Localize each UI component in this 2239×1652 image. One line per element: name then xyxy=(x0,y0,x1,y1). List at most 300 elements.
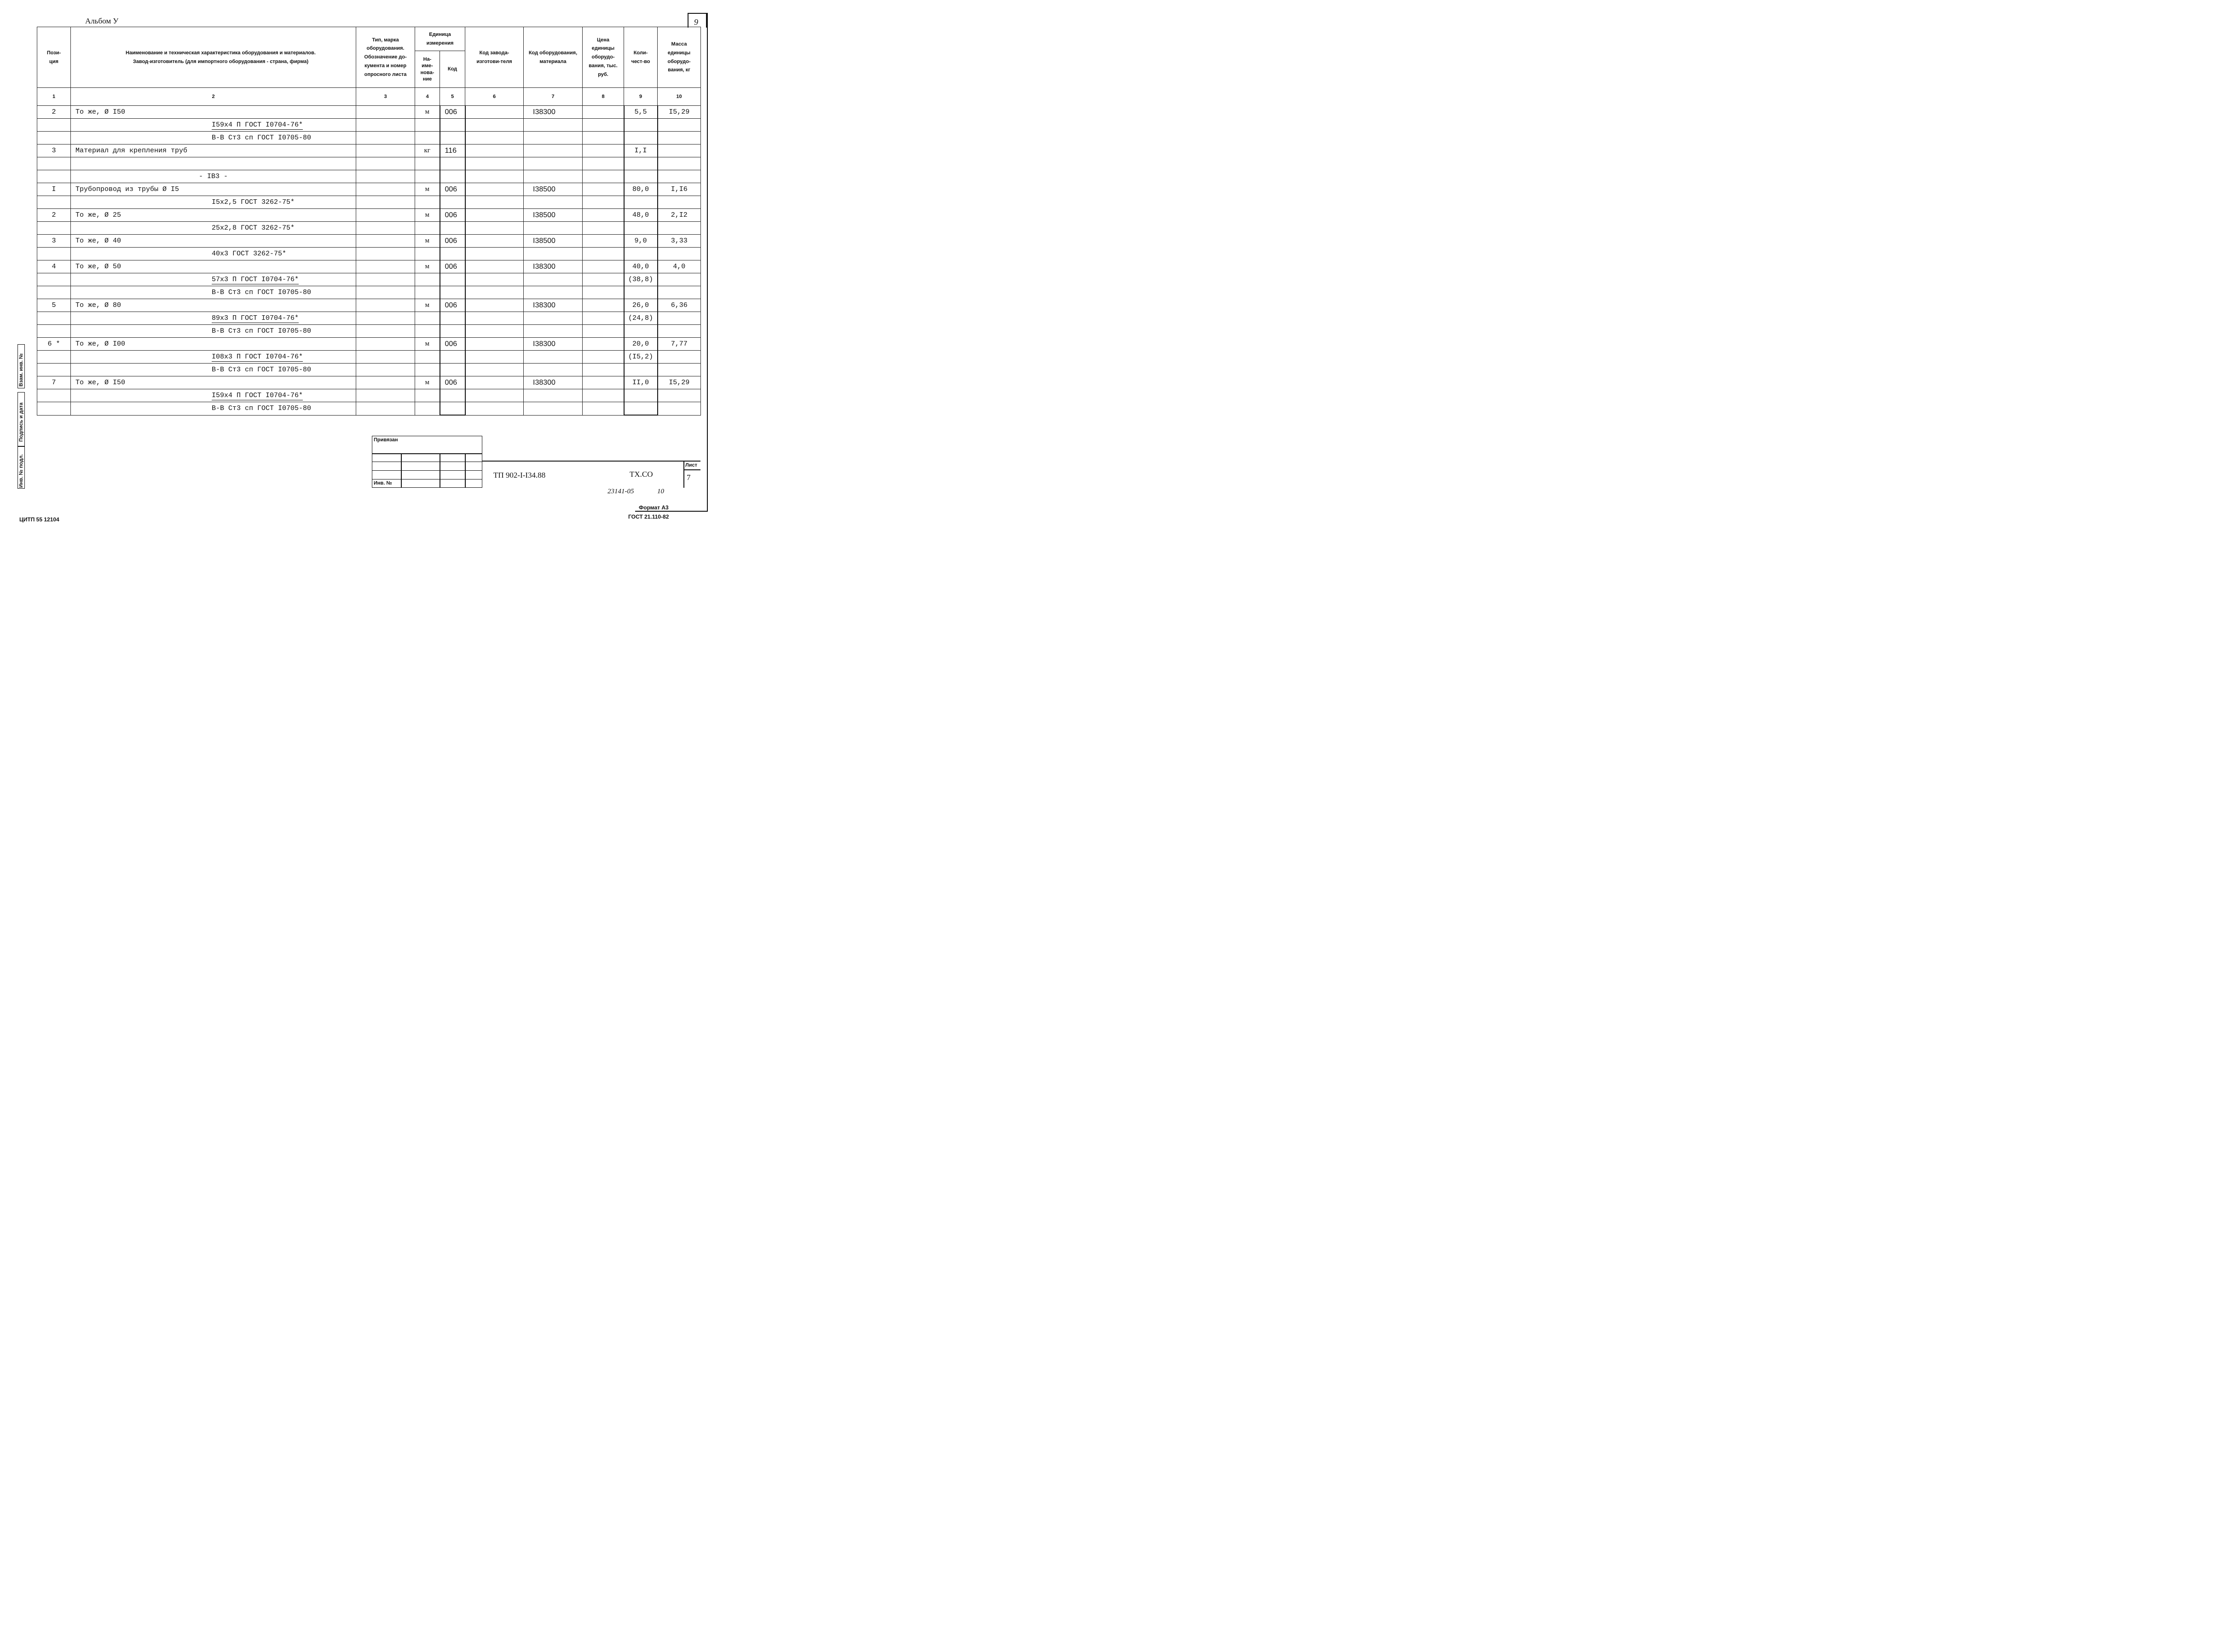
name-cell xyxy=(71,248,356,260)
table-row xyxy=(37,273,701,286)
unit-name-cell xyxy=(415,260,440,273)
price-cell xyxy=(583,209,624,222)
unit-name-text: кг xyxy=(424,147,430,154)
sheet-number: 7 xyxy=(687,473,691,482)
unit-name-cell xyxy=(415,157,440,170)
album-title: Альбом У xyxy=(85,17,119,25)
document-mark: ТХ.СО xyxy=(630,470,653,479)
type-cell xyxy=(356,170,415,183)
unit-code-cell xyxy=(440,222,465,235)
equip-code-cell xyxy=(524,196,583,209)
equip-code-cell xyxy=(524,273,583,286)
header-mass: Масса единицы оборудо-вания, кг xyxy=(658,27,701,88)
equip-code-cell xyxy=(524,325,583,338)
qty-cell xyxy=(624,119,658,132)
mass-cell xyxy=(658,144,701,157)
price-cell xyxy=(583,183,624,196)
tb-doc-top xyxy=(482,461,700,462)
equip-code-cell xyxy=(524,402,583,416)
position-cell xyxy=(37,183,71,196)
type-cell xyxy=(356,183,415,196)
position-cell xyxy=(37,286,71,299)
mass-text: 7,77 xyxy=(671,340,688,348)
price-cell xyxy=(583,351,624,364)
mass-cell xyxy=(658,389,701,402)
unit-code-text: 116 xyxy=(445,146,457,155)
equip-code-cell xyxy=(524,248,583,260)
document-page xyxy=(0,0,716,528)
plant-code-cell xyxy=(465,209,524,222)
qty-cell xyxy=(624,260,658,273)
mass-text: 6,36 xyxy=(671,301,688,309)
position-text: I xyxy=(52,185,56,193)
column-numbers-row xyxy=(37,88,701,106)
equip-code-text: I38300 xyxy=(533,108,555,116)
unit-code-text: 006 xyxy=(445,185,457,193)
name-text: То же, Ø 40 xyxy=(75,237,121,245)
header-unit: Единица измерения xyxy=(415,27,465,51)
table-row xyxy=(37,312,701,325)
price-cell xyxy=(583,312,624,325)
header-position: Пози- ция xyxy=(37,27,71,88)
unit-name-cell xyxy=(415,364,440,376)
plant-code-cell xyxy=(465,364,524,376)
qty-text: 48,0 xyxy=(632,211,649,219)
name-cell xyxy=(71,351,356,364)
name-cell xyxy=(71,196,356,209)
tb-hline xyxy=(372,470,482,471)
mass-cell xyxy=(658,196,701,209)
price-cell xyxy=(583,260,624,273)
position-cell xyxy=(37,196,71,209)
unit-code-cell xyxy=(440,260,465,273)
table-row xyxy=(37,260,701,273)
name-cell xyxy=(71,132,356,144)
position-cell xyxy=(37,389,71,402)
table-row xyxy=(37,157,701,170)
header-plant-code: Код завода-изготови-теля xyxy=(465,27,524,88)
type-cell xyxy=(356,286,415,299)
unit-name-text: м xyxy=(425,185,429,193)
price-cell xyxy=(583,222,624,235)
plant-code-cell xyxy=(465,248,524,260)
equip-code-cell xyxy=(524,119,583,132)
qty-cell xyxy=(624,157,658,170)
name-text: В-В Ст3 сп ГОСТ I0705-80 xyxy=(212,134,312,142)
qty-cell xyxy=(624,299,658,312)
name-cell xyxy=(71,389,356,402)
unit-code-text: 006 xyxy=(445,211,457,219)
mass-cell xyxy=(658,119,701,132)
position-cell xyxy=(37,364,71,376)
unit-code-cell xyxy=(440,209,465,222)
equip-code-cell xyxy=(524,364,583,376)
name-cell xyxy=(71,286,356,299)
name-text: То же, Ø I00 xyxy=(75,340,126,348)
plant-code-cell xyxy=(465,325,524,338)
price-cell xyxy=(583,338,624,351)
qty-text: II,0 xyxy=(632,379,649,387)
position-cell xyxy=(37,209,71,222)
side-label-inv-orig: Инв. № подл. xyxy=(18,454,24,488)
column-number: 8 xyxy=(583,88,624,106)
price-cell xyxy=(583,376,624,389)
unit-code-text: 006 xyxy=(445,262,457,271)
position-cell xyxy=(37,157,71,170)
table-row xyxy=(37,299,701,312)
type-cell xyxy=(356,351,415,364)
header-unit-name: На-име-нова-ние xyxy=(415,51,440,88)
header-price: Цена единицы оборудо-вания, тыс. руб. xyxy=(583,27,624,88)
name-text: - IВ3 - xyxy=(198,173,228,180)
unit-name-cell xyxy=(415,338,440,351)
qty-cell xyxy=(624,325,658,338)
table-row xyxy=(37,325,701,338)
equip-code-text: I38300 xyxy=(533,301,555,309)
table-row xyxy=(37,183,701,196)
price-cell xyxy=(583,273,624,286)
equip-code-cell xyxy=(524,389,583,402)
type-cell xyxy=(356,312,415,325)
unit-code-cell xyxy=(440,119,465,132)
qty-cell xyxy=(624,235,658,248)
price-cell xyxy=(583,157,624,170)
type-cell xyxy=(356,235,415,248)
mass-cell xyxy=(658,132,701,144)
side-label-inv-replace: Взам. инв. № xyxy=(18,353,24,387)
sheet-label: Лист xyxy=(685,462,697,468)
position-cell xyxy=(37,248,71,260)
unit-name-cell xyxy=(415,325,440,338)
mass-cell xyxy=(658,338,701,351)
unit-name-text: м xyxy=(425,301,429,309)
name-cell xyxy=(71,364,356,376)
unit-code-text: 006 xyxy=(445,340,457,348)
price-cell xyxy=(583,364,624,376)
type-cell xyxy=(356,389,415,402)
column-number: 7 xyxy=(524,88,583,106)
equip-code-cell xyxy=(524,144,583,157)
qty-text: 20,0 xyxy=(632,340,649,348)
position-cell xyxy=(37,312,71,325)
type-cell xyxy=(356,248,415,260)
unit-name-cell xyxy=(415,248,440,260)
name-text: То же, Ø I50 xyxy=(75,379,126,387)
position-cell xyxy=(37,325,71,338)
column-number: 2 xyxy=(71,88,356,106)
plant-code-cell xyxy=(465,183,524,196)
unit-code-cell xyxy=(440,389,465,402)
type-cell xyxy=(356,132,415,144)
format-label: Формат А3 xyxy=(639,504,669,511)
qty-cell xyxy=(624,286,658,299)
type-cell xyxy=(356,376,415,389)
unit-code-cell xyxy=(440,170,465,183)
qty-cell xyxy=(624,402,658,416)
table-row xyxy=(37,209,701,222)
mass-cell xyxy=(658,209,701,222)
column-number: 3 xyxy=(356,88,415,106)
price-cell xyxy=(583,235,624,248)
position-text: 7 xyxy=(52,379,56,387)
name-text: То же, Ø 25 xyxy=(75,211,121,219)
mass-cell xyxy=(658,260,701,273)
unit-name-cell xyxy=(415,132,440,144)
mass-text: 4,0 xyxy=(673,263,686,271)
name-cell xyxy=(71,299,356,312)
position-cell xyxy=(37,402,71,416)
position-cell xyxy=(37,376,71,389)
qty-cell xyxy=(624,132,658,144)
mass-cell xyxy=(658,273,701,286)
mass-cell xyxy=(658,235,701,248)
type-cell xyxy=(356,299,415,312)
name-cell xyxy=(71,170,356,183)
name-text: I59x4 П ГОСТ I0704-76* xyxy=(212,392,303,399)
name-text: 89x3 П ГОСТ I0704-76* xyxy=(212,314,299,322)
unit-name-cell xyxy=(415,106,440,119)
position-text: 5 xyxy=(52,301,56,309)
price-cell xyxy=(583,119,624,132)
mass-cell xyxy=(658,157,701,170)
unit-code-text: 006 xyxy=(445,301,457,309)
name-cell xyxy=(71,325,356,338)
mass-cell xyxy=(658,312,701,325)
price-cell xyxy=(583,144,624,157)
price-cell xyxy=(583,170,624,183)
name-cell xyxy=(71,260,356,273)
position-cell xyxy=(37,144,71,157)
name-cell xyxy=(71,402,356,416)
name-cell xyxy=(71,376,356,389)
tb-vline xyxy=(465,453,466,488)
equip-code-cell xyxy=(524,299,583,312)
equip-code-cell xyxy=(524,132,583,144)
table-row xyxy=(37,222,701,235)
name-cell xyxy=(71,235,356,248)
qty-text: 40,0 xyxy=(632,263,649,271)
mass-cell xyxy=(658,248,701,260)
name-text: I59x4 П ГОСТ I0704-76* xyxy=(212,121,303,129)
price-cell xyxy=(583,248,624,260)
price-cell xyxy=(583,196,624,209)
unit-code-text: 006 xyxy=(445,237,457,245)
unit-name-cell xyxy=(415,351,440,364)
tb-vline xyxy=(401,453,402,488)
table-row xyxy=(37,376,701,389)
mass-cell xyxy=(658,286,701,299)
position-cell xyxy=(37,106,71,119)
qty-cell xyxy=(624,170,658,183)
plant-code-cell xyxy=(465,132,524,144)
header-name-line2: Завод-изготовитель (для импортного оборудования - страна, фирма) xyxy=(133,58,309,64)
tb-hline xyxy=(372,453,482,454)
qty-cell xyxy=(624,222,658,235)
table-row xyxy=(37,248,701,260)
unit-name-cell xyxy=(415,286,440,299)
table-row xyxy=(37,351,701,364)
unit-code-text: 006 xyxy=(445,378,457,387)
unit-name-cell xyxy=(415,170,440,183)
equip-code-text: I38300 xyxy=(533,262,555,271)
name-text: В-В Ст3 сп ГОСТ I0705-80 xyxy=(212,289,312,296)
type-cell xyxy=(356,325,415,338)
unit-code-cell xyxy=(440,325,465,338)
price-cell xyxy=(583,325,624,338)
mass-text: 2,I2 xyxy=(671,211,688,219)
name-text: 57x3 П ГОСТ I0704-76* xyxy=(212,276,299,283)
mass-cell xyxy=(658,325,701,338)
name-text: Трубопровод из трубы Ø I5 xyxy=(75,185,179,193)
outer-frame-right xyxy=(707,13,708,511)
plant-code-cell xyxy=(465,144,524,157)
table-row xyxy=(37,389,701,402)
table-row xyxy=(37,106,701,119)
mass-cell xyxy=(658,364,701,376)
unit-name-text: м xyxy=(425,237,429,244)
position-cell xyxy=(37,222,71,235)
unit-code-cell xyxy=(440,402,465,416)
plant-code-cell xyxy=(465,376,524,389)
plant-code-cell xyxy=(465,273,524,286)
position-text: 3 xyxy=(52,147,56,155)
qty-cell xyxy=(624,144,658,157)
position-cell xyxy=(37,132,71,144)
type-cell xyxy=(356,222,415,235)
table-row xyxy=(37,170,701,183)
unit-code-cell xyxy=(440,286,465,299)
name-cell xyxy=(71,312,356,325)
qty-cell xyxy=(624,312,658,325)
equip-code-cell xyxy=(524,183,583,196)
equip-code-cell xyxy=(524,222,583,235)
qty-text: I,I xyxy=(634,147,647,155)
equip-code-cell xyxy=(524,235,583,248)
table-row xyxy=(37,119,701,132)
equip-code-cell xyxy=(524,157,583,170)
plant-code-cell xyxy=(465,299,524,312)
equip-code-cell xyxy=(524,338,583,351)
unit-code-cell xyxy=(440,351,465,364)
equip-code-text: I38500 xyxy=(533,211,555,219)
unit-name-cell xyxy=(415,222,440,235)
position-text: 6 * xyxy=(47,340,60,348)
unit-name-cell xyxy=(415,376,440,389)
equip-code-text: I38500 xyxy=(533,185,555,193)
mass-cell xyxy=(658,222,701,235)
header-equip-code: Код оборудования, материала xyxy=(524,27,583,88)
mass-text: I5,29 xyxy=(669,379,690,387)
unit-code-cell xyxy=(440,144,465,157)
name-text: То же, Ø 50 xyxy=(75,263,121,271)
mass-text: 3,33 xyxy=(671,237,688,245)
name-text: То же, Ø I50 xyxy=(75,108,126,116)
unit-name-cell xyxy=(415,402,440,416)
tb-sheet-vline xyxy=(683,461,684,488)
unit-code-cell xyxy=(440,376,465,389)
plant-code-cell xyxy=(465,106,524,119)
table-row xyxy=(37,286,701,299)
unit-name-cell xyxy=(415,235,440,248)
type-cell xyxy=(356,196,415,209)
position-cell xyxy=(37,273,71,286)
qty-text: 26,0 xyxy=(632,301,649,309)
qty-cell xyxy=(624,106,658,119)
plant-code-cell xyxy=(465,196,524,209)
unit-name-cell xyxy=(415,196,440,209)
type-cell xyxy=(356,402,415,416)
unit-name-cell xyxy=(415,209,440,222)
mass-text: I5,29 xyxy=(669,108,690,116)
type-cell xyxy=(356,144,415,157)
name-cell xyxy=(71,273,356,286)
position-cell xyxy=(37,299,71,312)
header-type: Тип, марка оборудования. Обозначение до-кумента и номер опросного листа xyxy=(356,27,415,88)
mass-cell xyxy=(658,402,701,416)
name-text: То же, Ø 80 xyxy=(75,301,121,309)
type-cell xyxy=(356,364,415,376)
position-cell xyxy=(37,170,71,183)
plant-code-cell xyxy=(465,286,524,299)
name-text: I5x2,5 ГОСТ 3262-75* xyxy=(212,198,295,206)
unit-code-cell xyxy=(440,235,465,248)
mass-text: I,I6 xyxy=(671,185,688,193)
type-cell xyxy=(356,119,415,132)
mass-cell xyxy=(658,299,701,312)
name-cell xyxy=(71,222,356,235)
mass-cell xyxy=(658,376,701,389)
mass-cell xyxy=(658,170,701,183)
unit-code-text: 006 xyxy=(445,108,457,116)
qty-cell xyxy=(624,248,658,260)
unit-name-cell xyxy=(415,183,440,196)
tb-sheet-hline xyxy=(683,469,700,470)
price-cell xyxy=(583,106,624,119)
type-cell xyxy=(356,209,415,222)
unit-name-cell xyxy=(415,144,440,157)
column-number: 9 xyxy=(624,88,658,106)
attached-label: Привязан xyxy=(374,437,398,443)
price-cell xyxy=(583,132,624,144)
position-text: 2 xyxy=(52,211,56,219)
name-text: I08x3 П ГОСТ I0704-76* xyxy=(212,353,303,361)
header-name xyxy=(71,27,356,88)
unit-code-cell xyxy=(440,248,465,260)
plant-code-cell xyxy=(465,235,524,248)
name-text: В-В Ст3 сп ГОСТ I0705-80 xyxy=(212,404,312,413)
type-cell xyxy=(356,338,415,351)
table-row xyxy=(37,338,701,351)
equip-code-text: I38500 xyxy=(533,237,555,245)
column-number: 5 xyxy=(440,88,465,106)
qty-text: (38,8) xyxy=(628,276,653,283)
name-cell xyxy=(71,119,356,132)
equip-code-cell xyxy=(524,376,583,389)
column-number: 10 xyxy=(658,88,701,106)
gost-label: ГОСТ 21.110-82 xyxy=(628,514,669,520)
position-cell xyxy=(37,351,71,364)
equip-code-text: I38300 xyxy=(533,378,555,387)
column-number: 4 xyxy=(415,88,440,106)
table-row xyxy=(37,402,701,416)
name-cell xyxy=(71,209,356,222)
unit-code-cell xyxy=(440,273,465,286)
equip-code-cell xyxy=(524,351,583,364)
unit-name-cell xyxy=(415,312,440,325)
type-cell xyxy=(356,260,415,273)
qty-cell xyxy=(624,209,658,222)
plant-code-cell xyxy=(465,351,524,364)
